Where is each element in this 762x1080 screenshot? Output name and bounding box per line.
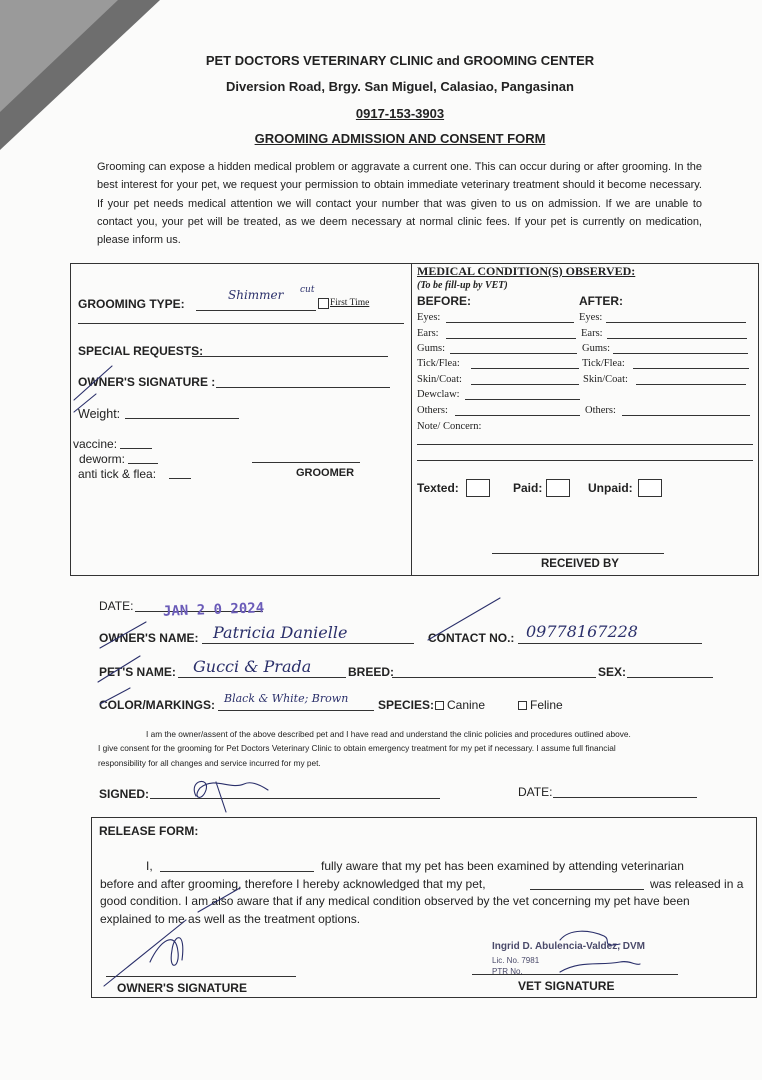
anti-tick-label: anti tick & flea: <box>78 467 157 481</box>
sex-label: SEX: <box>598 665 627 679</box>
grooming-type-value2: cut <box>300 285 315 295</box>
consent-line-3: responsibility for all changes and service incurred for my pet. <box>98 758 321 768</box>
groomer-label: GROOMER <box>296 467 355 479</box>
release-text-4: good condition. I am also aware that if any medical condition observed by the vet concerning my pet have been <box>100 894 690 908</box>
slash-color <box>100 688 130 704</box>
release-text-2: before and after grooming, therefore I hereby acknowledged that my pet, <box>100 877 486 891</box>
after-tick-label: Tick/Flea: <box>582 358 625 369</box>
canine-label: Canine <box>447 698 486 712</box>
signed-label: SIGNED: <box>99 787 150 801</box>
vaccine-label: vaccine: <box>73 437 118 451</box>
before-gums-label: Gums: <box>417 343 446 354</box>
deworm-label: deworm: <box>79 452 126 466</box>
special-requests-label: SPECIAL REQUESTS: <box>78 344 204 358</box>
clinic-name: PET DOCTORS VETERINARY CLINIC and GROOMING CENTER <box>205 53 595 68</box>
release-owner-signature <box>104 920 186 986</box>
intro-paragraph: Grooming can expose a hidden medical problem or aggravate a current one. This can occur during or after grooming. In the best interest for your pet, we request your permission to obtain immediate veterinary treatment should it become necessary. If your pet needs medical attention we will contact your number that was given to us on admission. If we are unable to contact you, your pet will be treated, as we deem necessary at normal clinic fees. If your pet is currently on medication, please inform us. <box>97 161 702 247</box>
before-dewclaw-label: Dewclaw: <box>417 389 460 400</box>
release-title: RELEASE FORM: <box>99 824 199 838</box>
date-label: DATE: <box>99 599 134 613</box>
received-by-label: RECEIVED BY <box>541 558 619 570</box>
species-label: SPECIES: <box>378 698 435 712</box>
after-others-label: Others: <box>585 405 616 416</box>
pet-name-value: Gucci & Prada <box>193 657 312 676</box>
vet-name-stamp: Ingrid D. Abulencia-Valdez, DVM <box>492 941 645 952</box>
slash-mark-1 <box>74 366 112 400</box>
before-skin-label: Skin/Coat: <box>417 374 462 385</box>
contact-label: CONTACT NO.: <box>428 631 515 645</box>
signed-signature <box>194 781 268 812</box>
before-tick-label: Tick/Flea: <box>417 358 460 369</box>
after-ears-label: Ears: <box>581 328 603 339</box>
texted-label: Texted: <box>417 481 459 495</box>
medical-title: MEDICAL CONDITION(S) OBSERVED: <box>417 264 636 278</box>
release-slash <box>198 888 240 912</box>
before-eyes-label: Eyes: <box>417 312 441 323</box>
form-title: GROOMING ADMISSION AND CONSENT FORM <box>254 131 546 146</box>
after-skin-label: Skin/Coat: <box>583 374 628 385</box>
note-concern-label: Note/ Concern: <box>417 421 482 432</box>
consent-line-2: I give consent for the grooming for Pet Doctors Veterinary Clinic to obtain emergency treatment for my pet if necessary. I assume full financial <box>98 743 616 753</box>
clinic-address: Diversion Road, Brgy. San Miguel, Calasiao, Pangasinan <box>226 79 574 94</box>
vet-lic-stamp: Lic. No. 7981 <box>492 956 540 965</box>
weight-label: Weight: <box>78 407 121 421</box>
grooming-type-label: GROOMING TYPE: <box>78 297 185 311</box>
first-time-label: First Time <box>330 298 370 308</box>
before-label: BEFORE: <box>417 294 471 308</box>
consent-date-label: DATE: <box>518 785 553 799</box>
owner-signature-release-label: OWNER'S SIGNATURE <box>117 981 247 995</box>
owner-signature-label: OWNER'S SIGNATURE : <box>78 375 216 389</box>
slash-pet-name <box>98 656 140 682</box>
vet-signature-label: VET SIGNATURE <box>518 979 615 993</box>
unpaid-label: Unpaid: <box>588 481 633 495</box>
owner-name-value: Patricia Danielle <box>213 623 348 642</box>
after-eyes-label: Eyes: <box>579 312 603 323</box>
medical-subtitle: (To be fill-up by VET) <box>417 280 508 291</box>
clinic-phone: 0917-153-3903 <box>355 106 445 121</box>
grooming-type-value: Shimmer <box>228 288 284 302</box>
after-gums-label: Gums: <box>582 343 611 354</box>
vet-signature <box>560 931 640 972</box>
contact-value: 09778167228 <box>526 622 638 641</box>
pet-name-label: PET'S NAME: <box>99 665 176 679</box>
date-stamp: JAN 2 0 2024 <box>162 600 265 620</box>
before-others-label: Others: <box>417 405 448 416</box>
breed-label: BREED: <box>348 665 395 679</box>
before-ears-label: Ears: <box>417 328 439 339</box>
release-text-5: explained to me as well as the treatment options. <box>100 912 361 926</box>
color-markings-value: Black & White; Brown <box>224 692 349 705</box>
release-i-label: I, <box>146 859 153 873</box>
release-text-1: fully aware that my pet has been examined by attending veterinarian <box>321 859 684 873</box>
after-label: AFTER: <box>579 294 623 308</box>
release-text-3: was released in a <box>650 877 744 891</box>
consent-line-1: I am the owner/assent of the above described pet and I have read and understand the clinic policies and procedures outlined above. <box>146 729 631 739</box>
color-markings-label: COLOR/MARKINGS: <box>99 698 215 712</box>
slash-owner-name <box>100 622 146 648</box>
vet-ptr-stamp: PTR No. <box>492 967 523 976</box>
feline-label: Feline <box>530 698 563 712</box>
paid-label: Paid: <box>513 481 543 495</box>
slash-contact <box>428 598 500 640</box>
owner-name-label: OWNER'S NAME: <box>99 631 199 645</box>
